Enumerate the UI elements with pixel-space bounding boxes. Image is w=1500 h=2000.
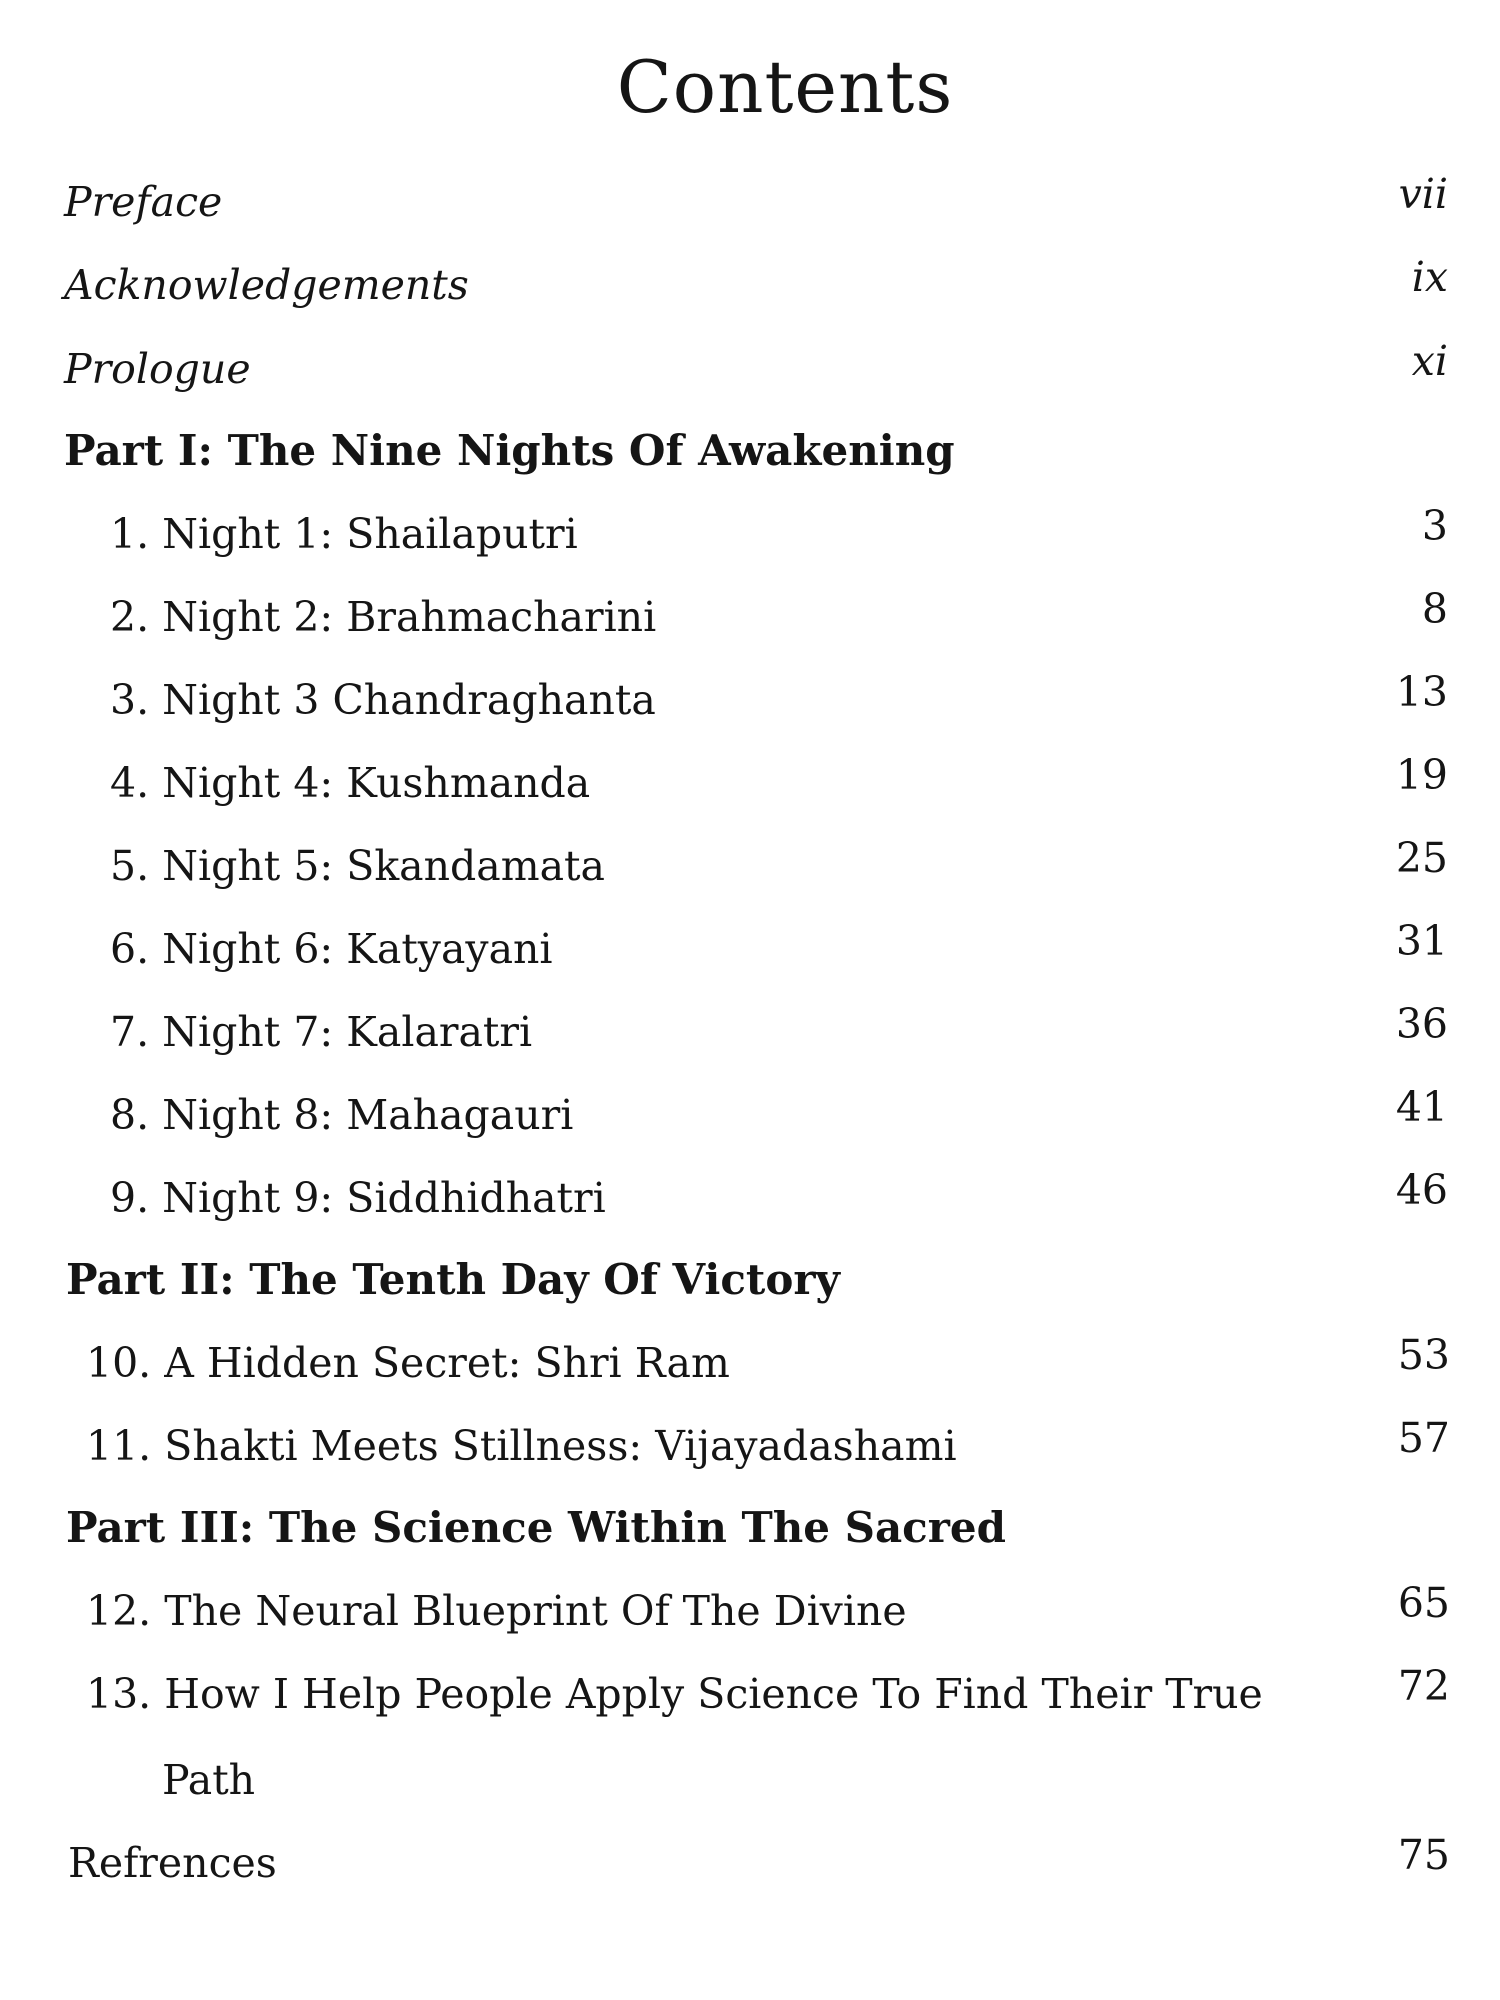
entry-page-number: 8 <box>1421 585 1448 633</box>
chapter-title: Night 6: Katyayani <box>162 925 553 973</box>
entry-page-number: 36 <box>1395 1000 1448 1048</box>
toc-entry-acknowledgements[interactable] <box>0 255 1500 335</box>
entry-page-number: 46 <box>1395 1166 1448 1214</box>
entry-title: Acknowledgements <box>64 261 469 309</box>
entry-page-number: 3 <box>1421 502 1448 550</box>
toc-chapter-6[interactable] <box>0 919 1500 999</box>
toc-chapter-5[interactable] <box>0 836 1500 916</box>
chapter-title: Night 8: Mahagauri <box>162 1091 574 1139</box>
chapter-title: Night 9: Siddhidhatri <box>162 1174 606 1222</box>
toc-chapter-2[interactable] <box>0 587 1500 667</box>
chapter-number: 3. <box>110 676 150 724</box>
entry-title: Preface <box>64 178 223 226</box>
entry-title <box>86 1333 730 1393</box>
chapter-title: The Neural Blueprint Of The Divine <box>164 1587 907 1635</box>
chapter-title: Shakti Meets Stillness: Vijayadashami <box>164 1422 957 1470</box>
entry-title <box>110 919 553 979</box>
toc-chapter-1[interactable] <box>0 504 1500 584</box>
toc-chapter-4[interactable] <box>0 753 1500 833</box>
chapter-number: 13. <box>86 1670 152 1718</box>
entry-page-number: 25 <box>1395 834 1448 882</box>
entry-title <box>110 504 578 564</box>
part-heading: Part I: The Nine Nights Of Awakening <box>64 426 955 475</box>
chapter-number: 9. <box>110 1174 150 1222</box>
entry-title <box>110 1085 573 1145</box>
toc-chapter-10[interactable] <box>0 1333 1500 1413</box>
toc-part-3[interactable] <box>0 1498 1500 1578</box>
part-heading: Part III: The Science Within The Sacred <box>66 1503 1006 1552</box>
entry-title: Prologue <box>64 345 251 393</box>
toc-entry-references[interactable] <box>0 1833 1500 1913</box>
toc-chapter-7[interactable] <box>0 1002 1500 1082</box>
toc-part-2[interactable] <box>0 1250 1500 1330</box>
chapter-title: Night 7: Kalaratri <box>162 1008 533 1056</box>
toc-entry-prologue[interactable] <box>0 339 1500 419</box>
toc-part-1[interactable] <box>0 421 1500 501</box>
chapter-title: Night 4: Kushmanda <box>162 759 591 807</box>
entry-title <box>86 1664 1263 1724</box>
entry-title <box>110 753 590 813</box>
chapter-title: Night 5: Skandamata <box>162 842 605 890</box>
chapter-number: 8. <box>110 1091 150 1139</box>
toc-chapter-12[interactable] <box>0 1581 1500 1661</box>
chapter-title-continuation: Path <box>162 1756 256 1804</box>
chapter-title: Night 3 Chandraghanta <box>162 676 656 724</box>
chapter-number: 2. <box>110 593 150 641</box>
chapter-number: 10. <box>86 1339 152 1387</box>
toc-chapter-13[interactable] <box>0 1664 1500 1834</box>
entry-title <box>110 670 656 730</box>
chapter-number: 5. <box>110 842 150 890</box>
toc-chapter-9[interactable] <box>0 1168 1500 1248</box>
entry-title <box>86 1416 957 1476</box>
entry-page-number: 31 <box>1395 917 1448 965</box>
chapter-number: 7. <box>110 1008 150 1056</box>
entry-page-number: 57 <box>1397 1414 1450 1462</box>
entry-title <box>110 1002 532 1062</box>
entry-page-number: xi <box>1411 337 1448 385</box>
toc-chapter-8[interactable] <box>0 1085 1500 1165</box>
chapter-title: A Hidden Secret: Shri Ram <box>164 1339 730 1387</box>
entry-page-number: 65 <box>1397 1579 1450 1627</box>
chapter-number: 1. <box>110 510 150 558</box>
chapter-title: Night 2: Brahmacharini <box>162 593 657 641</box>
toc-chapter-3[interactable] <box>0 670 1500 750</box>
entry-page-number: 53 <box>1397 1331 1450 1379</box>
entry-title: Refrences <box>68 1839 277 1887</box>
entry-title <box>110 1168 606 1228</box>
entry-title <box>110 587 656 647</box>
chapter-number: 12. <box>86 1587 152 1635</box>
chapter-title: How I Help People Apply Science To Find Their True <box>164 1670 1263 1718</box>
entry-page-number: 13 <box>1395 668 1448 716</box>
entry-page-number: ix <box>1411 253 1448 301</box>
entry-title <box>86 1581 907 1641</box>
chapter-title: Night 1: Shailaputri <box>162 510 578 558</box>
entry-page-number: vii <box>1398 170 1448 218</box>
chapter-number: 4. <box>110 759 150 807</box>
toc-entry-preface[interactable] <box>0 172 1500 252</box>
entry-title <box>110 836 605 896</box>
page-title: Contents <box>616 45 954 129</box>
toc-chapter-11[interactable] <box>0 1416 1500 1496</box>
chapter-number: 6. <box>110 925 150 973</box>
part-heading: Part II: The Tenth Day Of Victory <box>66 1255 840 1304</box>
entry-page-number: 72 <box>1397 1662 1450 1710</box>
chapter-number: 11. <box>86 1422 152 1470</box>
entry-page-number: 75 <box>1397 1831 1450 1879</box>
entry-page-number: 41 <box>1395 1083 1448 1131</box>
entry-page-number: 19 <box>1395 751 1448 799</box>
